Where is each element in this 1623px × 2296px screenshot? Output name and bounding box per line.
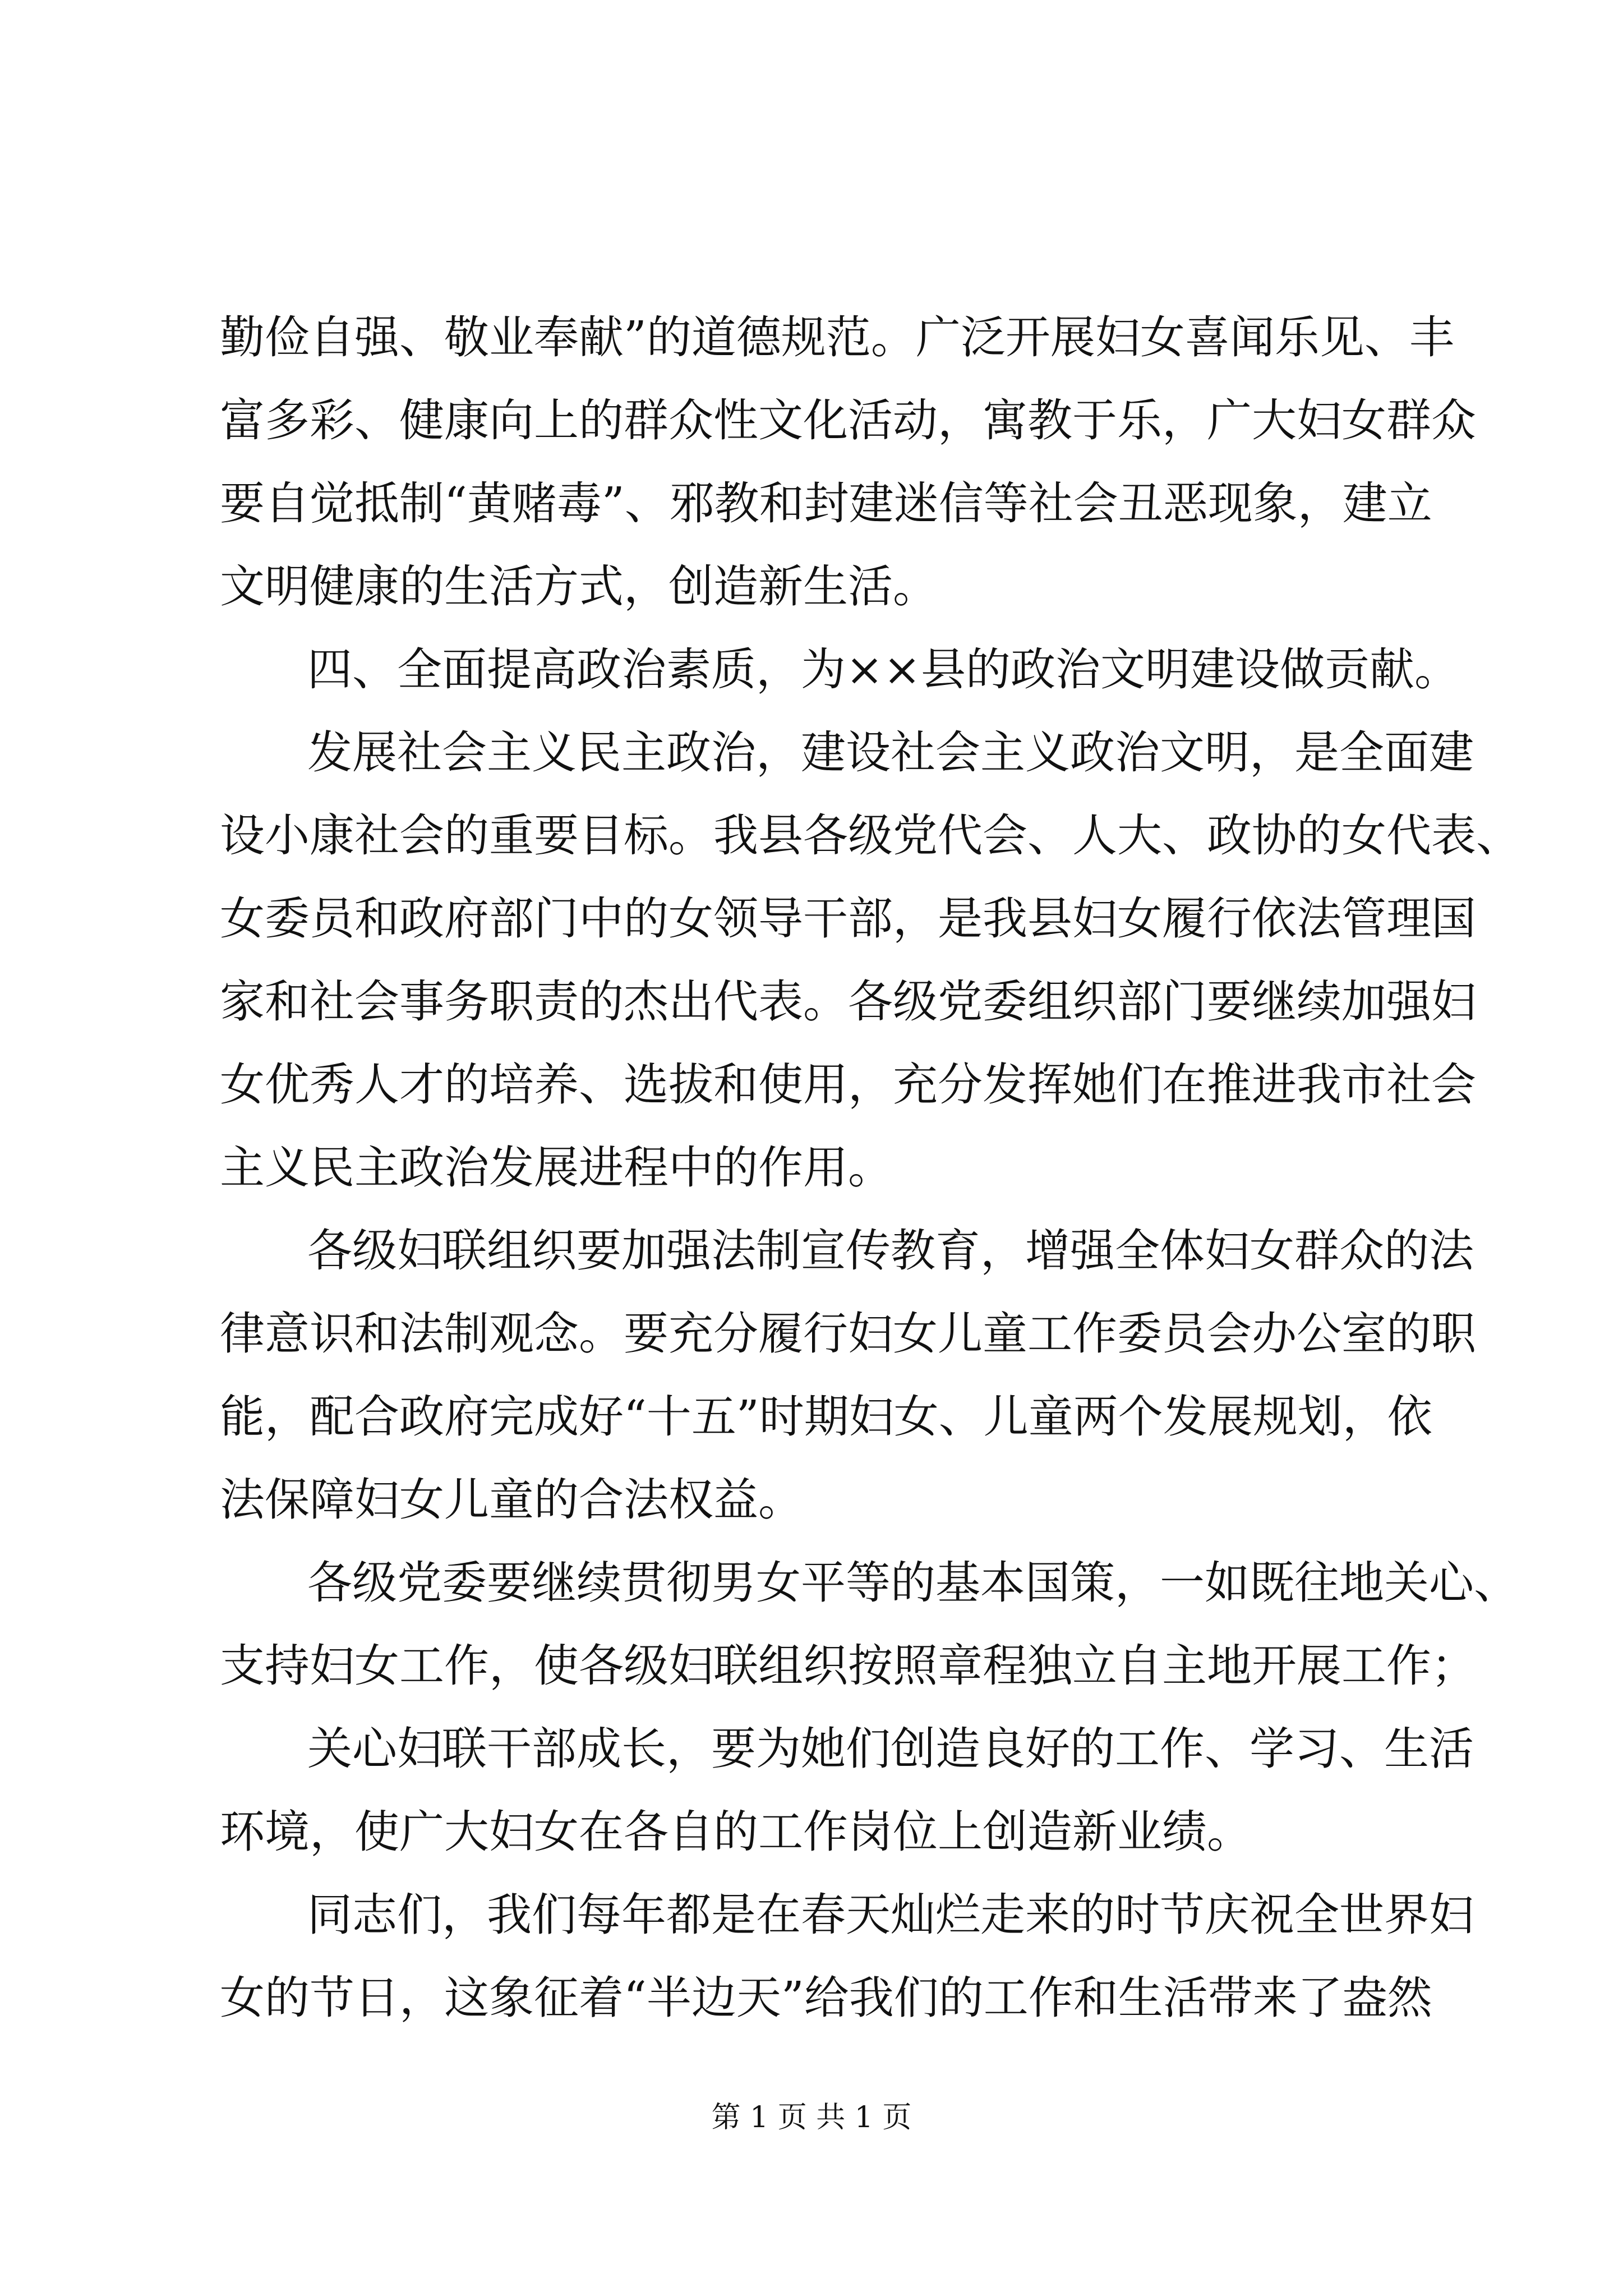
text-line: 要自觉抵制“黄赌毒”、邪教和封建迷信等社会丑恶现象，建立 — [220, 477, 1432, 530]
text-line: 环境，使广大妇女在各自的工作岗位上创造新业绩。 — [220, 1806, 1252, 1858]
text-line: 律意识和法制观念。要充分履行妇女儿童工作委员会办公室的职 — [220, 1308, 1476, 1360]
text-line: 关心妇联干部成长，要为她们创造良好的工作、学习、生活 — [307, 1723, 1474, 1775]
page-number-footer: 第 1 页 共 1 页 — [711, 2101, 912, 2134]
text-line: 主义民主政治发展进程中的作用。 — [220, 1142, 893, 1194]
text-line: 能，配合政府完成好“十五”时期妇女、儿童两个发展规划，依 — [220, 1391, 1432, 1443]
text-line: 女优秀人才的培养、选拔和使用，充分发挥她们在推进我市社会 — [220, 1059, 1476, 1111]
text-line: 家和社会事务职责的杰出代表。各级党委组织部门要继续加强妇 — [220, 976, 1476, 1028]
text-line: 同志们，我们每年都是在春天灿烂走来的时节庆祝全世界妇 — [307, 1889, 1474, 1941]
text-line: 各级党委要继续贯彻男女平等的基本国策，一如既往地关心、 — [307, 1557, 1519, 1609]
text-line: 法保障妇女儿童的合法权益。 — [220, 1474, 803, 1526]
text-line: 文明健康的生活方式，创造新生活。 — [220, 560, 938, 613]
text-line: 勤俭自强、敬业奉献”的道德规范。广泛开展妇女喜闻乐见、丰 — [220, 311, 1454, 364]
text-line: 各级妇联组织要加强法制宣传教育，增强全体妇女群众的法 — [307, 1225, 1474, 1277]
text-line: 富多彩、健康向上的群众性文化活动，寓教于乐，广大妇女群众 — [220, 394, 1476, 447]
text-line: 支持妇女工作，使各级妇联组织按照章程独立自主地开展工作； — [220, 1640, 1476, 1692]
text-line: 发展社会主义民主政治，建设社会主义政治文明，是全面建 — [307, 726, 1474, 779]
section-heading: 四、全面提高政治素质，为××县的政治文明建设做贡献。 — [307, 643, 1460, 696]
text-line: 女的节日，这象征着“半边天”给我们的工作和生活带来了盎然 — [220, 1972, 1432, 2024]
text-line: 女委员和政府部门中的女领导干部，是我县妇女履行依法管理国 — [220, 892, 1476, 945]
text-line: 设小康社会的重要目标。我县各级党代会、人大、政协的女代表、 — [220, 809, 1521, 862]
